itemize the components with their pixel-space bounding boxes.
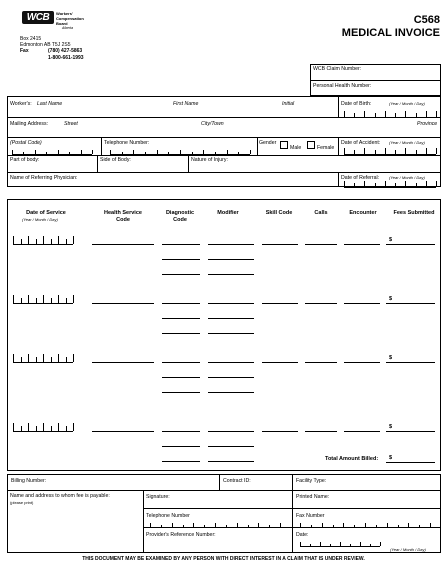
comb-tick xyxy=(360,542,361,546)
accident-date-format: (Year / Month / Day) xyxy=(389,140,425,145)
comb-tick xyxy=(51,357,52,362)
comb-tick xyxy=(419,525,420,527)
mailing-label: Mailing Address: xyxy=(10,121,49,127)
modifier-input[interactable] xyxy=(208,461,254,462)
comb-tick xyxy=(238,152,239,154)
contract-id-label: Contract ID: xyxy=(223,478,251,484)
service-date-comb[interactable] xyxy=(13,362,73,363)
health-service-code-input[interactable] xyxy=(92,431,154,432)
diagnostic-code-input[interactable] xyxy=(162,259,200,260)
comb-tick xyxy=(376,525,377,527)
service-date-comb[interactable] xyxy=(13,303,73,304)
modifier-input[interactable] xyxy=(208,259,254,260)
female-checkbox[interactable] xyxy=(307,141,315,149)
first-name-label: First Name xyxy=(173,101,199,107)
gender-label: Gender xyxy=(259,140,277,146)
comb-tick xyxy=(92,150,93,154)
mailing-address-input[interactable] xyxy=(8,127,440,136)
facility-type-input[interactable] xyxy=(293,484,440,489)
fax-tollfree: 1-800-661-1993 xyxy=(48,55,84,61)
org-name-line2: Compensation xyxy=(56,16,84,21)
col-diagnostic-code: Code xyxy=(173,217,187,223)
comb-tick xyxy=(269,525,270,527)
comb-tick xyxy=(350,544,351,546)
side-body-input[interactable] xyxy=(98,163,187,171)
modifier-input[interactable] xyxy=(208,431,254,432)
telephone-input[interactable] xyxy=(102,146,256,154)
comb-tick xyxy=(310,544,311,546)
comb-tick xyxy=(354,113,355,117)
calls-input[interactable] xyxy=(305,362,337,363)
telephone-label: Telephone Number: xyxy=(104,140,150,146)
col-health-service-code: Code xyxy=(116,217,130,223)
fee-currency: $ xyxy=(389,424,393,430)
signature-label: Signature: xyxy=(146,494,170,500)
comb-tick xyxy=(12,150,13,154)
referral-date-label: Date of Referral: xyxy=(341,175,380,181)
comb-tick xyxy=(436,111,437,117)
please-print-note: (please print) xyxy=(10,500,34,505)
comb-tick xyxy=(180,150,181,154)
billing-number-input[interactable] xyxy=(8,484,218,489)
male-checkbox[interactable] xyxy=(280,141,288,149)
comb-tick xyxy=(58,423,59,431)
nature-injury-input[interactable] xyxy=(189,163,440,171)
encounter-input[interactable] xyxy=(344,244,380,245)
fee-currency: $ xyxy=(389,237,393,243)
fee-currency: $ xyxy=(389,355,393,361)
signature-input[interactable] xyxy=(144,500,291,507)
contract-id-input[interactable] xyxy=(220,484,291,489)
comb-tick xyxy=(13,295,14,303)
footer-date-label: Date: xyxy=(296,532,309,538)
col-date-service: Date of Service xyxy=(26,210,66,216)
comb-tick xyxy=(73,354,74,362)
nature-injury-label: Nature of Injury: xyxy=(191,157,228,163)
comb-tick xyxy=(226,525,227,527)
comb-tick xyxy=(385,181,386,187)
footer-telephone-label: Telephone Number xyxy=(146,513,190,519)
wcb-claim-label: WCB Claim Number: xyxy=(313,66,362,72)
footer-date-format: (Year / Month / Day) xyxy=(390,547,426,552)
modifier-input[interactable] xyxy=(208,244,254,245)
comb-tick xyxy=(408,523,409,527)
fee-input[interactable] xyxy=(386,431,435,432)
comb-tick xyxy=(248,525,249,527)
col-fees: Fees Submitted xyxy=(393,210,435,216)
comb-tick xyxy=(110,150,111,154)
modifier-input[interactable] xyxy=(208,446,254,447)
fee-input[interactable] xyxy=(386,244,435,245)
phn-label: Personal Health Number: xyxy=(313,83,372,89)
postal-code-input[interactable] xyxy=(8,146,100,154)
comb-tick xyxy=(133,150,134,154)
modifier-input[interactable] xyxy=(208,377,254,378)
comb-tick xyxy=(66,426,67,431)
diagnostic-code-input[interactable] xyxy=(162,461,200,462)
service-date-comb[interactable] xyxy=(13,431,73,432)
wcb-logo: WCB xyxy=(22,11,54,24)
divider xyxy=(7,172,441,173)
fax-number-comb[interactable] xyxy=(300,527,430,528)
street-label: Street xyxy=(64,121,78,127)
comb-tick xyxy=(387,523,388,527)
province-label: Province xyxy=(417,121,438,127)
comb-tick xyxy=(436,181,437,187)
diagnostic-code-input[interactable] xyxy=(162,244,200,245)
col-modifier: Modifier xyxy=(217,210,239,216)
comb-tick xyxy=(344,181,345,187)
modifier-input[interactable] xyxy=(208,333,254,334)
comb-tick xyxy=(66,298,67,303)
dob-comb[interactable] xyxy=(344,117,436,118)
billing-number-label: Billing Number: xyxy=(11,478,47,484)
skill-code-input[interactable] xyxy=(262,244,298,245)
skill-code-input[interactable] xyxy=(262,303,298,304)
col-encounter: Encounter xyxy=(349,210,377,216)
comb-tick xyxy=(51,239,52,244)
comb-tick xyxy=(43,354,44,362)
comb-tick xyxy=(398,525,399,527)
comb-tick xyxy=(157,150,158,154)
comb-tick xyxy=(51,298,52,303)
comb-tick xyxy=(58,236,59,244)
total-currency: $ xyxy=(389,455,393,461)
diagnostic-code-input[interactable] xyxy=(162,431,200,432)
comb-tick xyxy=(122,152,123,154)
health-service-code-input[interactable] xyxy=(92,244,154,245)
comb-tick xyxy=(333,525,334,527)
referral-date-format: (Year / Month / Day) xyxy=(389,175,425,180)
comb-tick xyxy=(73,423,74,431)
form-number: C568 xyxy=(413,14,440,26)
fax-number-label: Fax Number xyxy=(296,513,325,519)
comb-tick xyxy=(69,152,70,154)
calls-input[interactable] xyxy=(305,244,337,245)
comb-tick xyxy=(36,239,37,244)
divider xyxy=(7,137,441,138)
comb-tick xyxy=(58,354,59,362)
comb-tick xyxy=(416,150,417,154)
comb-tick xyxy=(66,357,67,362)
comb-tick xyxy=(66,239,67,244)
comb-tick xyxy=(161,525,162,527)
referring-label: Name of Referring Physician: xyxy=(10,175,78,181)
divider xyxy=(7,490,441,491)
footer-telephone-comb[interactable] xyxy=(150,527,280,528)
comb-tick xyxy=(385,148,386,154)
col-diagnostic: Diagnostic xyxy=(165,210,195,216)
comb-tick xyxy=(73,295,74,303)
skill-code-input[interactable] xyxy=(262,362,298,363)
comb-tick xyxy=(354,183,355,187)
comb-tick xyxy=(430,523,431,527)
comb-tick xyxy=(43,423,44,431)
comb-tick xyxy=(13,236,14,244)
comb-tick xyxy=(426,181,427,187)
comb-tick xyxy=(21,298,22,303)
service-date-comb[interactable] xyxy=(13,244,73,245)
comb-tick xyxy=(21,357,22,362)
comb-tick xyxy=(183,525,184,527)
facility-type-label: Facility Type: xyxy=(296,478,327,484)
comb-tick xyxy=(168,152,169,154)
comb-tick xyxy=(145,152,146,154)
comb-tick xyxy=(344,111,345,117)
provider-ref-input[interactable] xyxy=(144,538,291,552)
worker-name-input[interactable] xyxy=(8,107,337,116)
health-service-code-input[interactable] xyxy=(92,362,154,363)
comb-tick xyxy=(322,523,323,527)
comb-tick xyxy=(385,111,386,117)
skill-code-input[interactable] xyxy=(262,431,298,432)
calls-input[interactable] xyxy=(305,431,337,432)
comb-tick xyxy=(395,183,396,187)
diagnostic-code-input[interactable] xyxy=(162,303,200,304)
comb-tick xyxy=(395,113,396,117)
wcb-claim-input[interactable] xyxy=(310,72,441,80)
modifier-input[interactable] xyxy=(208,318,254,319)
comb-tick xyxy=(330,544,331,546)
postal-code-comb[interactable] xyxy=(12,154,92,155)
diagnostic-code-input[interactable] xyxy=(162,362,200,363)
fax-label: Fax xyxy=(20,48,29,54)
divider xyxy=(7,155,441,156)
divider xyxy=(310,80,441,81)
comb-tick xyxy=(28,295,29,303)
comb-tick xyxy=(340,542,341,546)
comb-tick xyxy=(46,152,47,154)
modifier-input[interactable] xyxy=(208,392,254,393)
diagnostic-code-input[interactable] xyxy=(162,318,200,319)
city-label: City/Town xyxy=(201,121,224,127)
referral-date-comb[interactable] xyxy=(344,187,436,188)
workers-label: Worker's: xyxy=(10,101,32,107)
address-city: Edmonton AB T5J 2S5 xyxy=(20,42,71,48)
org-name-line3: Board xyxy=(56,21,68,26)
comb-tick xyxy=(28,423,29,431)
diagnostic-code-input[interactable] xyxy=(162,377,200,378)
provider-ref-label: Provider's Reference Number: xyxy=(146,532,216,538)
comb-tick xyxy=(436,148,437,154)
comb-tick xyxy=(23,152,24,154)
comb-tick xyxy=(204,525,205,527)
comb-tick xyxy=(365,523,366,527)
dob-format: (Year / Month / Day) xyxy=(389,101,425,106)
comb-tick xyxy=(58,295,59,303)
comb-tick xyxy=(395,150,396,154)
encounter-input[interactable] xyxy=(344,362,380,363)
comb-tick xyxy=(36,357,37,362)
comb-tick xyxy=(81,150,82,154)
comb-tick xyxy=(311,525,312,527)
accident-date-comb[interactable] xyxy=(344,154,436,155)
comb-tick xyxy=(215,152,216,154)
comb-tick xyxy=(36,298,37,303)
comb-tick xyxy=(237,523,238,527)
telephone-comb[interactable] xyxy=(110,154,250,155)
printed-name-input[interactable] xyxy=(293,500,440,507)
last-name-label: Last Name xyxy=(37,101,63,107)
comb-tick xyxy=(36,426,37,431)
col-calls: Calls xyxy=(314,210,328,216)
initial-label: Initial xyxy=(282,101,295,107)
payable-label: Name and address to whom fee is payable: xyxy=(10,493,110,499)
org-region: Alberta xyxy=(62,26,74,30)
comb-tick xyxy=(300,523,301,527)
diagnostic-code-input[interactable] xyxy=(162,446,200,447)
comb-tick xyxy=(35,150,36,154)
comb-tick xyxy=(320,542,321,546)
comb-tick xyxy=(13,354,14,362)
comb-tick xyxy=(227,150,228,154)
comb-tick xyxy=(426,111,427,117)
payable-address-input[interactable] xyxy=(8,506,142,552)
diagnostic-code-input[interactable] xyxy=(162,333,200,334)
encounter-input[interactable] xyxy=(344,303,380,304)
comb-tick xyxy=(405,148,406,154)
comb-tick xyxy=(375,150,376,154)
accident-date-label: Date of Accident: xyxy=(341,140,381,146)
dob-label: Date of Birth: xyxy=(341,101,372,107)
fax-number: (780) 427-5863 xyxy=(48,48,83,54)
diagnostic-code-input[interactable] xyxy=(162,392,200,393)
calls-input[interactable] xyxy=(305,303,337,304)
comb-tick xyxy=(364,148,365,154)
comb-tick xyxy=(28,236,29,244)
comb-tick xyxy=(150,523,151,527)
comb-tick xyxy=(405,181,406,187)
footer-date-input[interactable] xyxy=(293,538,440,546)
comb-tick xyxy=(375,183,376,187)
comb-tick xyxy=(416,113,417,117)
footer-date-comb[interactable] xyxy=(300,546,380,547)
referring-input[interactable] xyxy=(8,180,337,186)
fax-number-input[interactable] xyxy=(293,519,440,526)
comb-tick xyxy=(73,236,74,244)
address-box: Box 2415 xyxy=(20,36,42,42)
comb-tick xyxy=(13,423,14,431)
col-health-service: Health Service xyxy=(104,210,142,216)
comb-tick xyxy=(280,523,281,527)
comb-tick xyxy=(43,295,44,303)
part-body-input[interactable] xyxy=(8,163,96,171)
male-label: Male xyxy=(290,145,302,151)
comb-tick xyxy=(416,183,417,187)
comb-tick xyxy=(300,542,301,546)
fee-input[interactable] xyxy=(386,362,435,363)
comb-tick xyxy=(250,150,251,154)
comb-tick xyxy=(354,525,355,527)
encounter-input[interactable] xyxy=(344,431,380,432)
comb-tick xyxy=(380,542,381,546)
comb-tick xyxy=(405,111,406,117)
comb-tick xyxy=(43,236,44,244)
comb-tick xyxy=(58,150,59,154)
comb-tick xyxy=(370,544,371,546)
comb-tick xyxy=(364,181,365,187)
comb-tick xyxy=(426,148,427,154)
diagnostic-code-input[interactable] xyxy=(162,274,200,275)
comb-tick xyxy=(375,113,376,117)
comb-tick xyxy=(193,523,194,527)
comb-tick xyxy=(343,523,344,527)
comb-tick xyxy=(258,523,259,527)
org-name-line1: Workers' xyxy=(56,11,73,16)
comb-tick xyxy=(215,523,216,527)
comb-tick xyxy=(192,152,193,154)
part-body-label: Part of body: xyxy=(10,157,40,163)
divider xyxy=(257,137,258,155)
female-label: Female xyxy=(317,145,335,151)
comb-tick xyxy=(203,150,204,154)
modifier-input[interactable] xyxy=(208,362,254,363)
comb-tick xyxy=(28,354,29,362)
comb-tick xyxy=(172,523,173,527)
printed-name-label: Printed Name: xyxy=(296,494,330,500)
comb-tick xyxy=(344,148,345,154)
comb-tick xyxy=(51,426,52,431)
comb-tick xyxy=(21,239,22,244)
comb-tick xyxy=(354,150,355,154)
comb-tick xyxy=(21,426,22,431)
col-skill-code: Skill Code xyxy=(265,210,293,216)
fee-currency: $ xyxy=(389,296,393,302)
modifier-input[interactable] xyxy=(208,274,254,275)
privacy-notice: THIS DOCUMENT MAY BE EXAMINED BY ANY PERSON WITH DIRECT INTEREST IN A CLAIM THAT IS UNDER REVIEW. xyxy=(82,556,365,562)
total-label: Total Amount Billed: xyxy=(325,456,379,462)
modifier-input[interactable] xyxy=(208,303,254,304)
postal-label: (Postal Code) xyxy=(10,140,42,146)
side-body-label: Side of Body: xyxy=(100,157,131,163)
phn-input[interactable] xyxy=(310,89,441,96)
form-title: MEDICAL INVOICE xyxy=(341,27,440,39)
comb-tick xyxy=(364,111,365,117)
col-date-service-format: (Year / Month / Day) xyxy=(22,217,58,222)
fee-input[interactable] xyxy=(386,303,435,304)
total-amount-input[interactable] xyxy=(386,462,435,463)
health-service-code-input[interactable] xyxy=(92,303,154,304)
